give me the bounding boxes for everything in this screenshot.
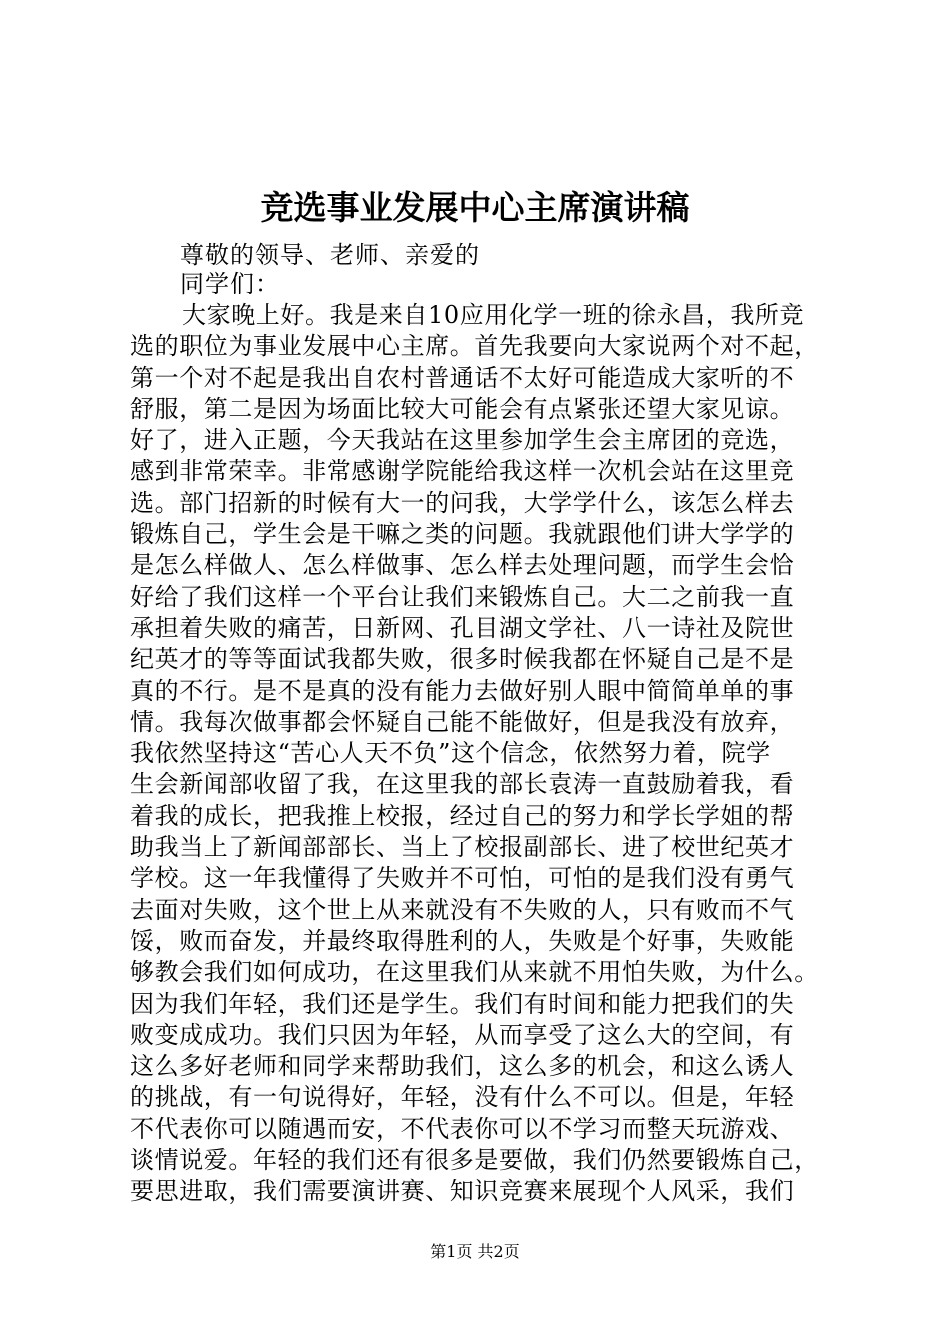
- body-line: 感到非常荣幸。非常感谢学院能给我这样一次机会站在这里竞: [130, 457, 795, 486]
- body-line: 馁，败而奋发，并最终取得胜利的人，失败是个好事，失败能: [130, 926, 795, 955]
- body-line: 真的不行。是不是真的没有能力去做好别人眼中简简单单的事: [130, 676, 795, 705]
- body-line: 败变成成功。我们只因为年轻，从而享受了这么大的空间，有: [130, 1020, 795, 1049]
- body-line: 我依然坚持这“苦心人天不负”这个信念，依然努力着，院学: [130, 739, 771, 768]
- body-line: 是怎么样做人、怎么样做事、怎么样去处理问题，而学生会恰: [130, 551, 795, 580]
- body-line: 着我的成长，把我推上校报，经过自己的努力和学长学姐的帮: [130, 801, 795, 830]
- body-line: 好给了我们这样一个平台让我们来锻炼自己。大二之前我一直: [130, 582, 795, 611]
- body-line: 舒服，第二是因为场面比较大可能会有点紧张还望大家见谅。: [130, 394, 795, 423]
- body-line: 这么多好老师和同学来帮助我们，这么多的机会，和这么诱人: [130, 1052, 795, 1081]
- body-line: 大家晚上好。我是来自10应用化学一班的徐永昌，我所竞: [182, 301, 805, 329]
- salutation-line-2: 同学们：: [180, 270, 280, 298]
- body-line: 学校。这一年我懂得了失败并不可怕，可怕的是我们没有勇气: [130, 864, 795, 893]
- body-line: 去面对失败，这个世上从来就没有不失败的人，只有败而不气: [130, 895, 795, 924]
- body-line: 因为我们年轻，我们还是学生。我们有时间和能力把我们的失: [130, 989, 795, 1018]
- document-title: 竞选事业发展中心主席演讲稿: [260, 188, 690, 227]
- speech-body: [130, 300, 825, 1208]
- body-line: 助我当上了新闻部部长、当上了校报副部长、进了校世纪英才: [130, 833, 795, 862]
- body-line: 谈情说爱。年轻的我们还有很多是要做，我们仍然要锻炼自己，: [130, 1146, 819, 1175]
- body-line: 好了，进入正题，今天我站在这里参加学生会主席团的竞选，: [130, 426, 795, 455]
- body-line: 够教会我们如何成功，在这里我们从来就不用怕失败，为什么。: [130, 958, 819, 987]
- body-line: 第一个对不起是我出自农村普通话不太好可能造成大家听的不: [130, 363, 795, 392]
- body-line: 选的职位为事业发展中心主席。首先我要向大家说两个对不起，: [130, 332, 819, 361]
- body-line: 要思进取，我们需要演讲赛、知识竞赛来展现个人风采，我们: [130, 1177, 795, 1206]
- body-line: 的挑战，有一句说得好，年轻，没有什么不可以。但是，年轻: [130, 1083, 795, 1112]
- body-line: 纪英才的等等面试我都失败，很多时候我都在怀疑自己是不是: [130, 645, 795, 674]
- body-line: 承担着失败的痛苦，日新网、孔目湖文学社、八一诗社及院世: [130, 613, 795, 642]
- body-line: 不代表你可以随遇而安，不代表你可以不学习而整天玩游戏、: [130, 1114, 795, 1143]
- body-line: 生会新闻部收留了我，在这里我的部长袁涛一直鼓励着我，看: [130, 770, 795, 799]
- page-number-footer: 第1页 共2页: [430, 1242, 520, 1261]
- body-line: 锻炼自己，学生会是干嘛之类的问题。我就跟他们讲大学学的: [130, 520, 795, 549]
- body-line: 选。部门招新的时候有大一的问我，大学学什么，该怎么样去: [130, 488, 795, 517]
- body-line: 情。我每次做事都会怀疑自己能不能做好，但是我没有放弃，: [130, 707, 795, 736]
- salutation-line-1: 尊敬的领导、老师、亲爱的: [180, 241, 480, 269]
